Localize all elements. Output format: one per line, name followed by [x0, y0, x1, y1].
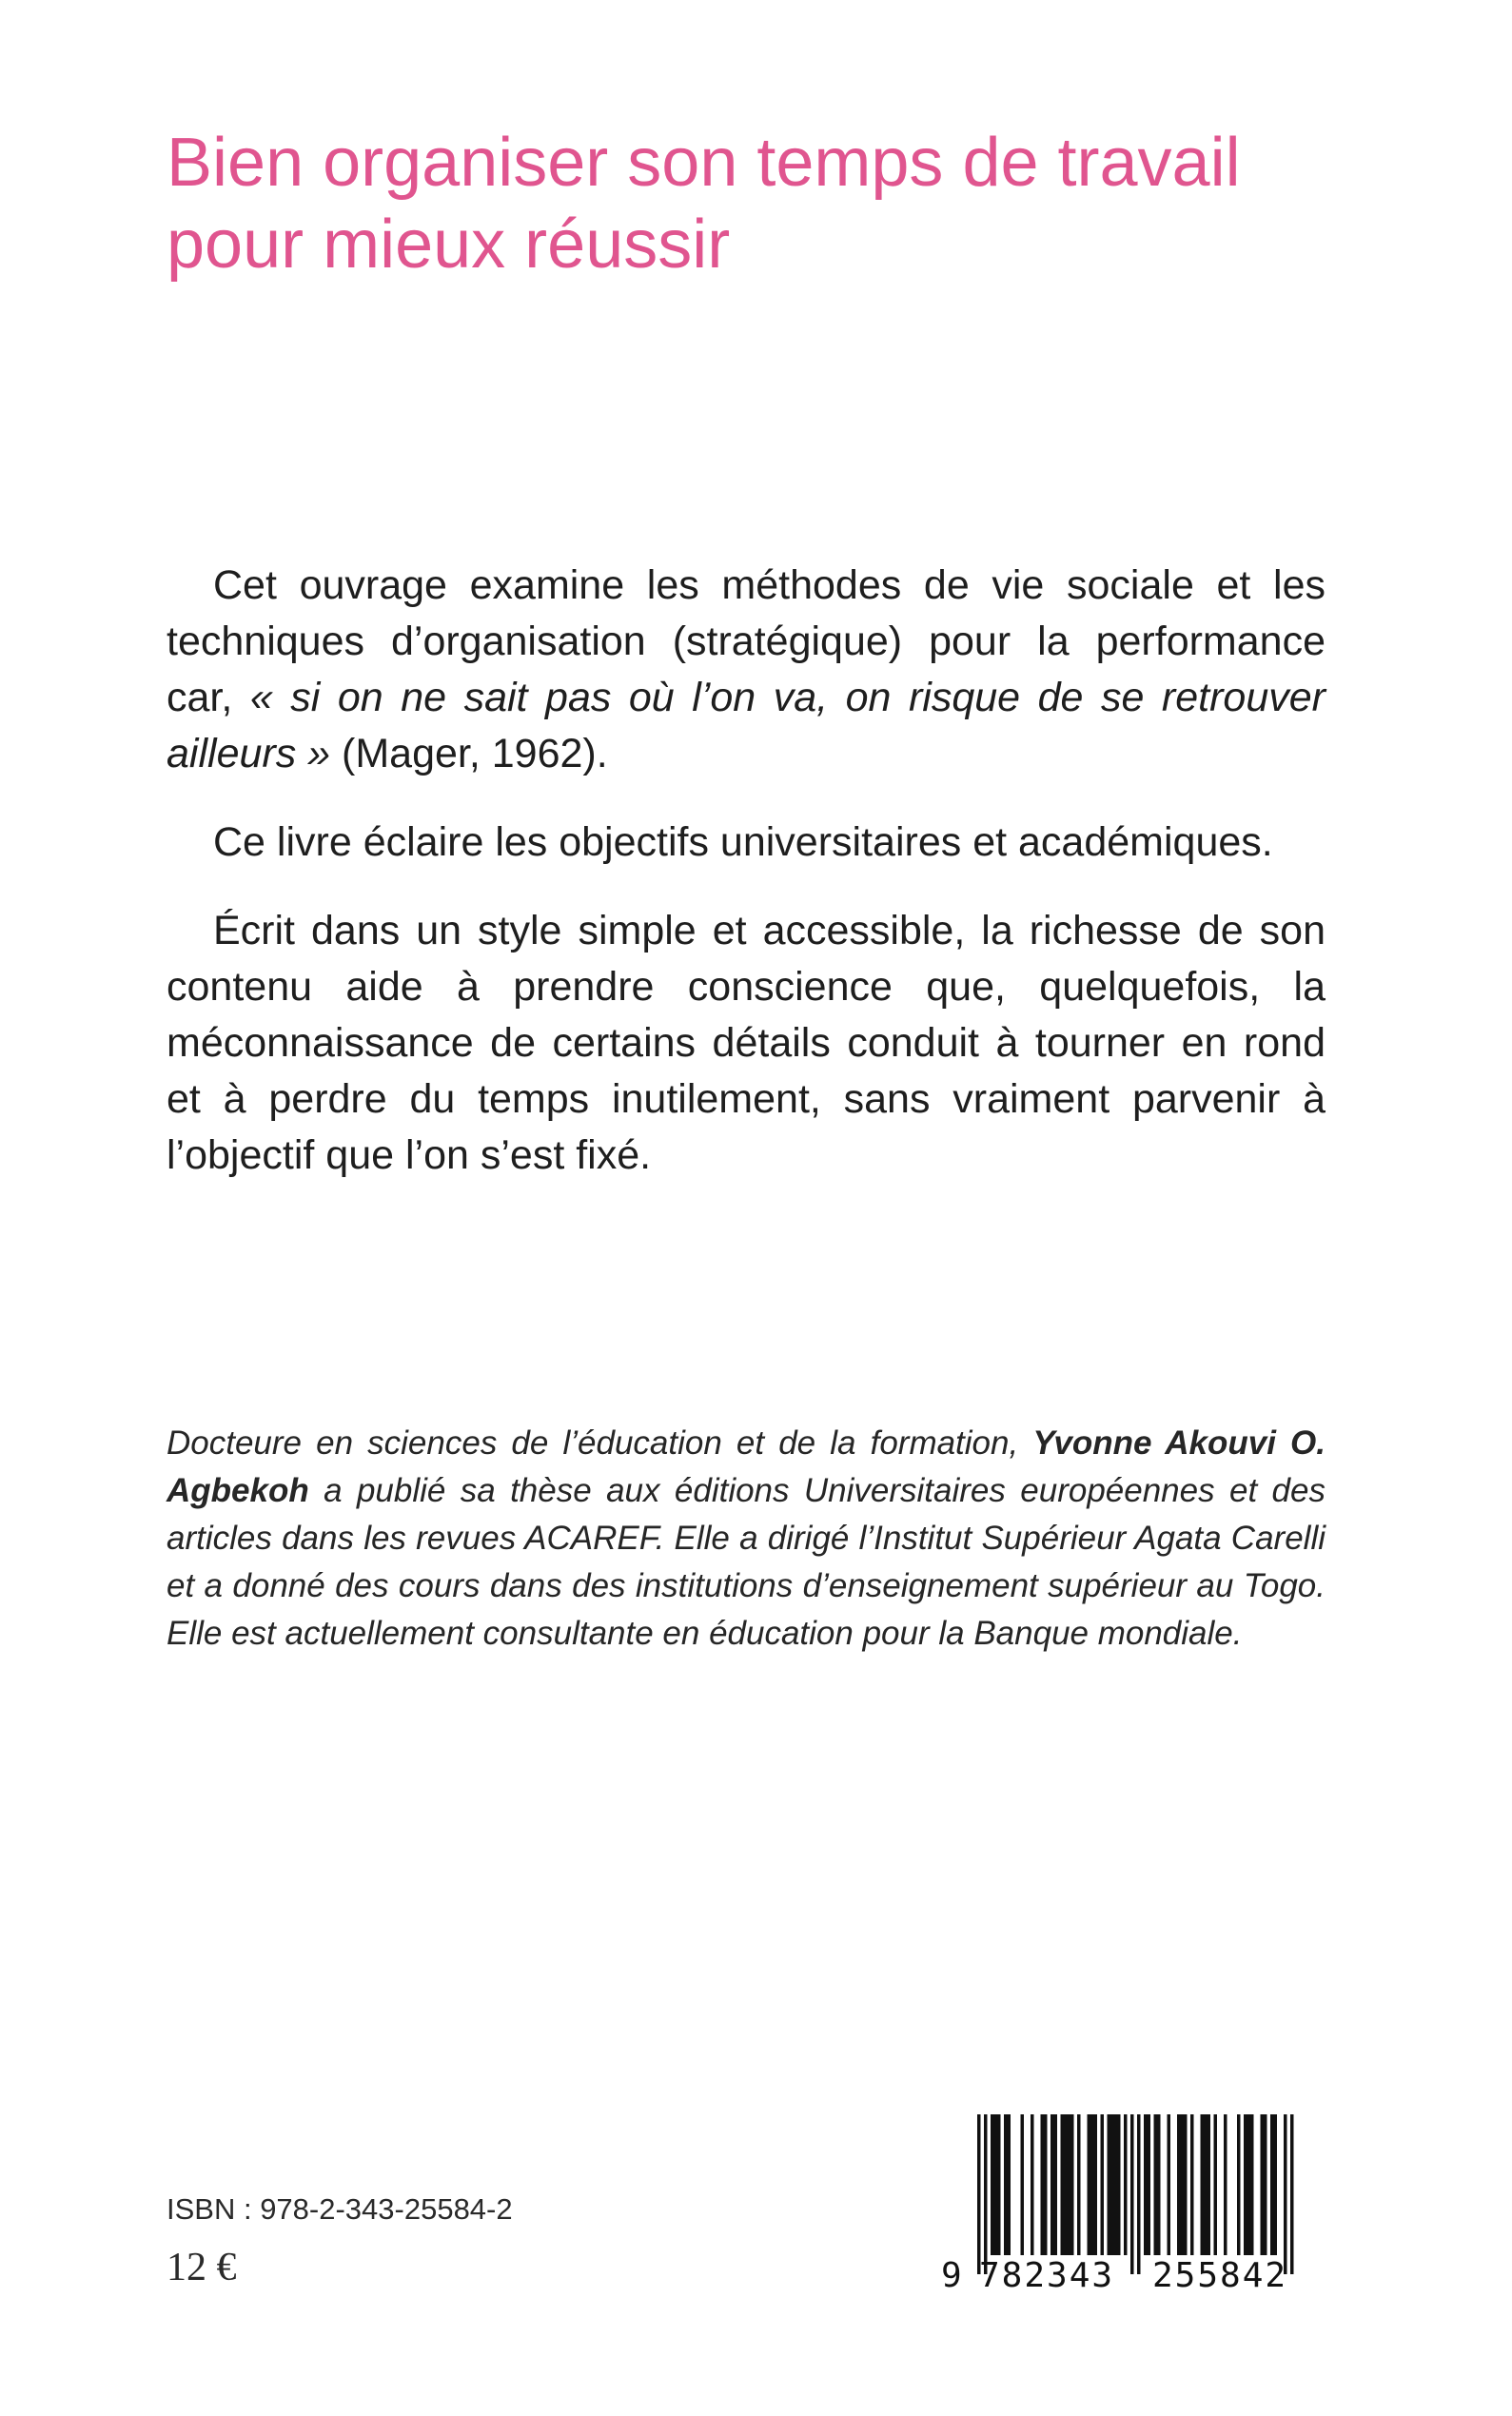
barcode-bar: [1148, 2114, 1151, 2255]
barcode-bar: [1041, 2114, 1045, 2255]
summary-paragraph-1-lead: Cet ouvrage examine les méthodes de vie sociale et les techniques d’organisation (stratégique) pour la performance car,: [167, 562, 1325, 720]
barcode-bar: [1088, 2114, 1091, 2255]
barcode-bar: [1214, 2114, 1218, 2255]
barcode-bar: [1177, 2114, 1181, 2255]
barcode-bar: [984, 2114, 988, 2274]
book-title-line-2: pour mieux réussir: [167, 206, 731, 283]
book-title: [167, 122, 1356, 285]
summary-paragraph-2: Ce livre éclaire les objectifs universitaires et académiques.: [213, 819, 1273, 865]
barcode-bar: [1061, 2114, 1065, 2255]
summary-quote: « si on ne sait pas où l’on va, on risque de se retrouver ailleurs »: [167, 675, 1325, 776]
barcode-bar: [1031, 2114, 1034, 2255]
barcode-digits-right: 255842: [1152, 2256, 1288, 2295]
barcode-bar: [1114, 2114, 1118, 2255]
barcode-bar: [1208, 2114, 1211, 2255]
summary-paragraph-3: Écrit dans un style simple et accessible, la richesse de son contenu aide à prendre conscience que, quelquefois, la méconnaissance de certains détails conduit à tourner en rond et à perdre du temps inutilement, sans vraiment parvenir à l’objectif que l’on s’est fixé.: [167, 908, 1325, 1178]
barcode-bar: [1044, 2114, 1048, 2255]
barcode-digit-leading: 9: [941, 2256, 964, 2295]
author-bio-lead: Docteure en sciences de l’éducation et de la formation,: [167, 1424, 1033, 1462]
barcode-bar: [1204, 2114, 1208, 2255]
summary-paragraph-1: [167, 558, 1325, 782]
barcode-bar: [1144, 2114, 1148, 2255]
barcode-bar: [1110, 2114, 1114, 2255]
barcode-bar: [1051, 2114, 1054, 2255]
barcode-bar: [1224, 2114, 1227, 2255]
barcode-bar: [1184, 2114, 1188, 2255]
barcode-bar: [1157, 2114, 1161, 2255]
barcode-bar: [1064, 2114, 1068, 2255]
barcode-bar: [1130, 2114, 1134, 2274]
author-bio-tail: a publié sa thèse aux éditions Universitaires européennes et des articles dans les revues ACAREF. Elle a dirigé l’Institut Supérieur Agata Carelli et a donné des cours dans des institutions d’enseignement supérieur au Togo. Elle est actuellement consultante en éducation pour la Banque mondiale.: [167, 1472, 1325, 1652]
barcode-bar: [1270, 2114, 1274, 2255]
barcode-bar: [1190, 2114, 1194, 2255]
barcode-bar: [1054, 2114, 1058, 2255]
barcode-bar: [1117, 2114, 1121, 2255]
barcode-digits-left: 782343: [979, 2256, 1115, 2295]
barcode-bar: [1008, 2114, 1011, 2255]
barcode-bar: [1247, 2114, 1251, 2255]
barcode-bar: [1108, 2114, 1111, 2255]
barcode-digits: [941, 2257, 1335, 2295]
barcode-bar: [1201, 2114, 1205, 2255]
barcode-bar: [1250, 2114, 1254, 2255]
author-name: Yvonne Akouvi O. Agbekoh: [167, 1424, 1325, 1509]
summary-paragraph-1-tail: (Mager, 1962).: [330, 731, 608, 776]
barcode-bar: [997, 2114, 1001, 2255]
author-bio: [167, 1420, 1325, 1658]
barcode-bar: [1070, 2114, 1074, 2255]
barcode-bar: [1290, 2114, 1294, 2274]
barcode-bar: [1284, 2114, 1287, 2274]
barcode-bar: [1244, 2114, 1247, 2255]
barcode-bar: [1124, 2114, 1128, 2255]
barcode-bar: [1181, 2114, 1185, 2255]
barcode-bar: [1154, 2114, 1158, 2255]
barcode-bar: [1090, 2114, 1094, 2255]
book-summary: [167, 558, 1325, 1216]
barcode-bar: [1264, 2114, 1267, 2255]
barcode-bar: [1077, 2114, 1081, 2255]
barcode-bar: [977, 2114, 981, 2274]
barcode-bars: [941, 2114, 1335, 2276]
barcode-bar: [991, 2114, 994, 2255]
barcode-bar: [1068, 2114, 1071, 2255]
barcode-bar: [1237, 2114, 1241, 2255]
barcode-bar: [1137, 2114, 1141, 2274]
barcode-bar: [994, 2114, 998, 2255]
book-title-line-1: Bien organiser son temps de travail: [167, 125, 1241, 201]
barcode-bar: [1168, 2114, 1171, 2255]
barcode-bar: [1261, 2114, 1265, 2255]
price-label: 12 €: [167, 2246, 237, 2289]
barcode-bar: [1274, 2114, 1278, 2255]
barcode: [941, 2114, 1335, 2295]
barcode-bar: [1004, 2114, 1008, 2255]
barcode-bar: [1021, 2114, 1025, 2255]
barcode-bar: [1101, 2114, 1105, 2255]
barcode-bar: [1094, 2114, 1098, 2255]
isbn-number: ISBN : 978-2-343-25584-2: [167, 2192, 513, 2226]
